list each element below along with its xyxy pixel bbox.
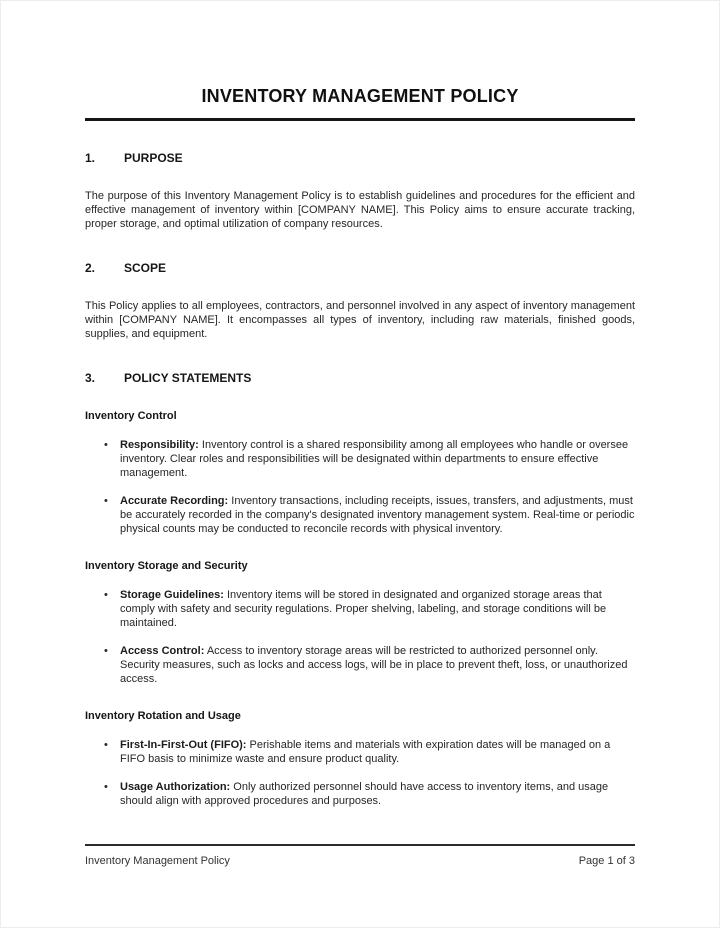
bullet-text: Only authorized personnel should have access to inventory items, and usage should align with approved procedures and purposes.	[120, 781, 609, 807]
subsection-heading-inventory-control: Inventory Control	[85, 410, 177, 422]
bullet-text: Inventory transactions, including receipts, issues, transfers, and adjustments, must be accurately recorded in the company's designated inventory management system. Real-time or periodic physical counts may be conducted to reconcile records with physical inventory.	[120, 495, 635, 535]
footer-page-number: Page 1 of 3	[578, 855, 635, 867]
bullet-label: First-In-First-Out (FIFO):	[120, 739, 247, 751]
document-title: INVENTORY MANAGEMENT POLICY	[201, 86, 519, 106]
footer-rule	[85, 844, 635, 846]
bullet-item-responsibility	[85, 438, 635, 480]
scope-paragraph: This Policy applies to all employees, contractors, and personnel involved in any aspect of inventory management within [COMPANY NAME]. It encompasses all types of inventory, including raw materials, finished goods, supplies, and equipment.	[85, 300, 635, 340]
bullet-item-fifo	[85, 738, 635, 766]
bullet-text: Inventory control is a shared responsibility among all employees who handle or oversee inventory. Clear roles and responsibilities will be designated within departments to ensure effective management.	[120, 439, 629, 479]
footer-document-name: Inventory Management Policy	[85, 855, 230, 867]
bullet-label: Usage Authorization:	[120, 781, 231, 793]
section-number: 3.	[85, 371, 96, 385]
bullet-item-storage-guidelines	[85, 588, 635, 630]
section-number: 1.	[85, 151, 96, 165]
footer-row	[85, 854, 635, 868]
subsection-heading-rotation-usage: Inventory Rotation and Usage	[85, 710, 241, 722]
bullet-text: Perishable items and materials with expiration dates will be managed on a FIFO basis to minimize waste and ensure product quality.	[120, 739, 611, 765]
section-label: SCOPE	[124, 261, 167, 275]
section-heading-policy-statements	[85, 371, 635, 386]
bullet-item-access-control	[85, 644, 635, 686]
page-footer	[85, 844, 635, 868]
bullet-label: Responsibility:	[120, 439, 199, 451]
section-number: 2.	[85, 261, 96, 275]
bullet-item-accurate-recording	[85, 494, 635, 536]
bullet-list-storage-security	[85, 588, 635, 686]
subsection-heading-storage-security: Inventory Storage and Security	[85, 560, 248, 572]
section-label: POLICY STATEMENTS	[124, 371, 252, 385]
bullet-label: Storage Guidelines:	[120, 589, 224, 601]
bullet-text: Inventory items will be stored in designated and organized storage areas that comply with safety and security regulations. Proper shelving, labeling, and storage conditions will be maintained.	[120, 589, 607, 629]
section-heading-scope	[85, 261, 635, 276]
title-rule	[85, 118, 635, 121]
section-heading-purpose	[85, 151, 635, 166]
bullet-text: Access to inventory storage areas will be restricted to authorized personnel only. Security measures, such as locks and access logs, will be in place to prevent theft, loss, or unauthorized access.	[120, 645, 628, 685]
bullet-label: Access Control:	[120, 645, 205, 657]
purpose-paragraph: The purpose of this Inventory Management Policy is to establish guidelines and procedures for the efficient and effective management of inventory within [COMPANY NAME]. This Policy aims to ensure accurate tracking, proper storage, and optimal utilization of company resources.	[85, 190, 635, 230]
bullet-list-rotation-usage	[85, 738, 635, 808]
bullet-list-inventory-control	[85, 438, 635, 536]
section-label: PURPOSE	[124, 151, 183, 165]
bullet-label: Accurate Recording:	[120, 495, 229, 507]
bullet-item-usage-authorization	[85, 780, 635, 808]
